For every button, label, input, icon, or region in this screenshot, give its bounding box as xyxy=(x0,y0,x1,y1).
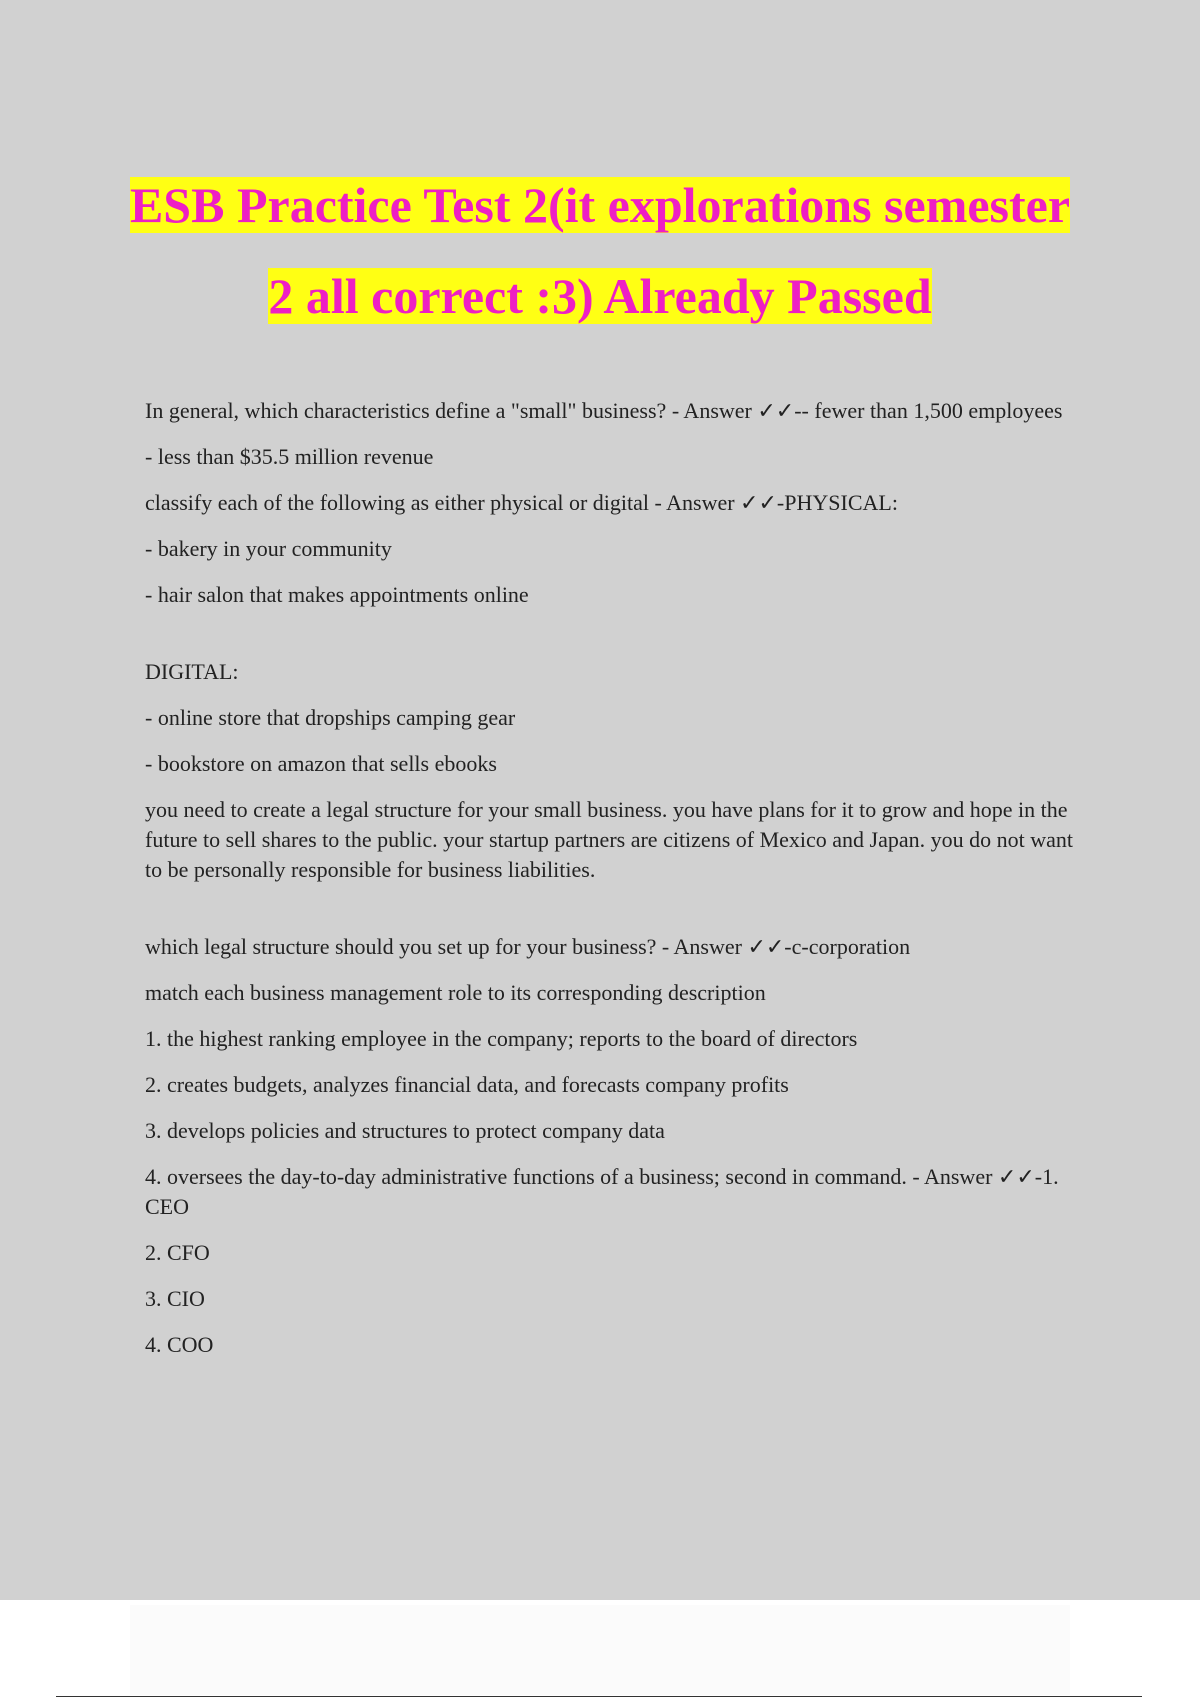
next-page-edge xyxy=(130,1605,1070,1695)
digital-heading: DIGITAL: xyxy=(145,659,239,684)
question-management-roles: match each business management role to its corresponding description xyxy=(145,980,766,1005)
answer-role-4: 4. COO xyxy=(145,1332,214,1357)
answer-line-revenue: - less than $35.5 million revenue xyxy=(145,444,434,469)
title-line-1: ESB Practice Test 2(it explorations semester xyxy=(129,177,1071,233)
answer-role-2: 2. CFO xyxy=(145,1240,210,1265)
answer-line-bookstore: - bookstore on amazon that sells ebooks xyxy=(145,751,497,776)
question-legal-structure: which legal structure should you set up for your business? - Answer ✓✓-c-corporation xyxy=(145,934,911,959)
title-line-2: 2 all correct :3) Already Passed xyxy=(268,268,932,324)
document-title xyxy=(100,160,1100,342)
bottom-divider xyxy=(56,1696,1142,1697)
answer-line-bakery: - bakery in your community xyxy=(145,536,392,561)
role-description-1: 1. the highest ranking employee in the company; reports to the board of directors xyxy=(145,1026,858,1051)
answer-line-hair-salon: - hair salon that makes appointments online xyxy=(145,582,529,607)
question-legal-structure-scenario: you need to create a legal structure for your small business. you have plans for it to grow and hope in the future to sell shares to the public. your startup partners are citizens of Mexico and Japan. you do not want to be personally responsible for business liabilities. xyxy=(145,797,1074,882)
document-body xyxy=(145,396,1085,1376)
question-small-business: In general, which characteristics define a "small" business? - Answer ✓✓-- fewer than 1,500 employees xyxy=(145,398,1063,423)
answer-line-online-store: - online store that dropships camping gear xyxy=(145,705,516,730)
role-description-2: 2. creates budgets, analyzes financial data, and forecasts company profits xyxy=(145,1072,789,1097)
role-description-4: 4. oversees the day-to-day administrative functions of a business; second in command. - Answer ✓✓-1. CEO xyxy=(145,1164,1059,1219)
question-physical-digital: classify each of the following as either physical or digital - Answer ✓✓-PHYSICAL: xyxy=(145,490,898,515)
role-description-3: 3. develops policies and structures to protect company data xyxy=(145,1118,665,1143)
answer-role-3: 3. CIO xyxy=(145,1286,205,1311)
